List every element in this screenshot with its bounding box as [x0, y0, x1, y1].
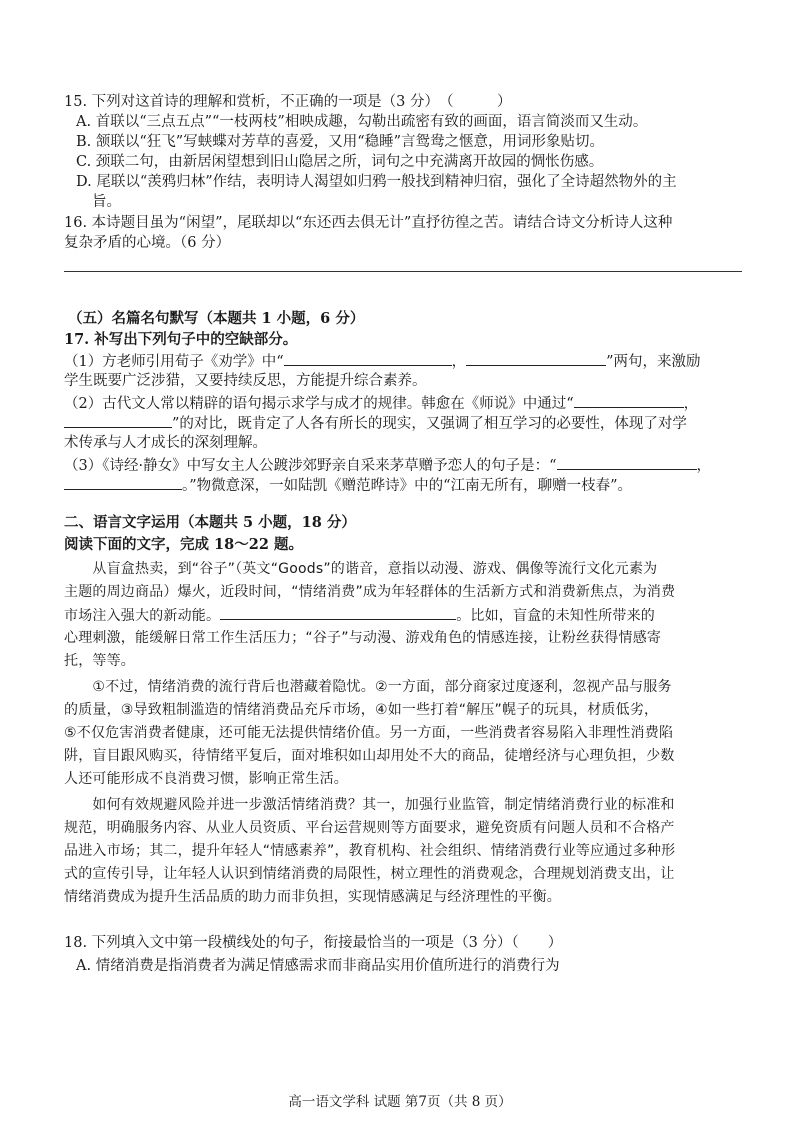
q17-item1-line1 — [64, 351, 701, 372]
passage-p1-text-b: 。比如，盲盒的未知性所带来的 — [456, 608, 656, 624]
q17-item3-text-a: （3）《诗经·静女》中写女主人公踱涉郊野亲自采来茅草赠予恋人的句子是：“ — [64, 458, 557, 474]
q15-stem: 15. 下列对这首诗的理解和赏析，不正确的一项是（3 分） （ ） — [64, 94, 512, 110]
passage-p2-line2: 的质量，③导致粗制滥造的情绪消费品充斥市场，④如一些打着“解压”幌子的玩具，材质低劣， — [64, 702, 659, 718]
q17-item3-text-b: ， — [696, 458, 711, 474]
q18-stem: 18. 下列填入文中第一段横线处的句子，衔接最恰当的一项是（3 分）（ ） — [64, 935, 563, 951]
q16-line-2: 复杂矛盾的心境。（6 分） — [64, 235, 231, 251]
q17-item3-line1 — [64, 455, 711, 476]
section5-heading: （五）名篇名句默写（本题共 1 小题，6 分） — [68, 310, 365, 327]
q17-item1-blank-1[interactable] — [284, 351, 452, 366]
q17-item2-line2 — [64, 413, 687, 434]
q17-item3-text-c: 。”物微意深，一如陆凯《赠范晔诗》中的“江南无所有，聊赠一枝春”。 — [182, 478, 632, 494]
q17-item1-text-b: ， — [451, 354, 467, 370]
passage-p1-line1: 从盲盒热卖，到“谷子”（英文“Goods”的谐音，意指以动漫、游戏、偶像等流行文化元素为 — [64, 561, 658, 577]
passage-p2-line5: 人还可能形成不良消费习惯，影响正常生活。 — [64, 771, 348, 787]
q17-item1-line2: 学生既要广泛涉猎，又要持续反思，方能提升综合素养。 — [64, 373, 427, 389]
q17-item2-line3: 术传承与人才成长的深刻理解。 — [64, 435, 267, 451]
passage-p1-line3 — [64, 605, 655, 626]
q15-option-a: A. 首联以“三点五点”“一枝两枝”相映成趣，勾勒出疏密有致的画面，语言简淡而又生动。 — [76, 114, 648, 130]
passage-p3-line4: 式的宣传引导，让年轻人认识到情绪消费的局限性，树立理性的消费观念，合理规划消费支出，让 — [64, 866, 675, 882]
passage-p3-line5: 情绪消费成为提升生活品质的助力而非负担，实现情感满足与经济理性的平衡。 — [64, 889, 561, 905]
q17-item2-blank-1[interactable] — [574, 393, 684, 408]
passage-p3-line1: 如何有效规避风险并进一步激活情绪消费？其一，加强行业监管，制定情绪消费行业的标准和 — [64, 797, 675, 813]
passage-p2-line3: ⑤不仅危害消费者健康，还可能无法提供情绪价值。另一方面，一些消费者容易陷入非理性消费陷 — [64, 725, 674, 741]
q17-item2-blank-2[interactable] — [64, 413, 172, 428]
q15-option-d: D. 尾联以“羡鸦归林”作结，表明诗人渴望如归鸦一般找到精神归宿，强化了全诗超然物外的主 — [76, 174, 677, 190]
q17-item2-text-a: （2）古代文人常以精辟的语句揭示求学与成才的规律。韩愈在《师说》中通过“ — [64, 396, 574, 412]
answer-line[interactable] — [64, 271, 742, 272]
q16-line-1: 16. 本诗题目虽为“闲望”，尾联却以“东还西去俱无计”直抒彷徨之苦。请结合诗文分析诗人这种 — [64, 215, 673, 231]
passage-blank[interactable] — [220, 605, 456, 620]
q15-option-d-cont: 旨。 — [92, 194, 121, 210]
passage-p2-line1: ①不过，情绪消费的流行背后也潜藏着隐忧。②一方面，部分商家过度逐利，忽视产品与服务 — [64, 679, 672, 695]
passage-p2-line4: 阱，盲目跟风购买，待情绪平复后，面对堆积如山却用处不大的商品，徒增经济与心理负担，少数 — [64, 748, 675, 764]
q17-item3-blank-2[interactable] — [64, 475, 182, 490]
q17-item1-blank-2[interactable] — [466, 351, 606, 366]
q17-item2-line1 — [64, 393, 698, 414]
q17-item3-blank-1[interactable] — [557, 455, 697, 470]
part2-instruction: 阅读下面的文字，完成 18～22 题。 — [64, 536, 303, 553]
page-footer: 高一语文学科 试题 第7页（共 8 页） — [288, 1094, 512, 1110]
passage-p3-line2: 规范，明确服务内容、从业人员资质、平台运营规则等方面要求，避免资质有问题人员和不合格产 — [64, 820, 675, 836]
passage-p1-line4: 心理刺激，能缓解日常工作生活压力；“谷子”与动漫、游戏角色的情感连接，让粉丝获得情感寄 — [64, 630, 662, 646]
q15-option-c: C. 颈联二句，由新居闲望想到旧山隐居之所，词句之中充满离开故园的惆怅伤感。 — [76, 154, 604, 170]
q15-option-b: B. 颔联以“狂飞”写蛱蝶对芳草的喜爱，又用“稳睡”言鸳鸯之惬意，用词形象贴切。 — [76, 134, 605, 150]
q17-item3-line2 — [64, 475, 632, 496]
passage-p3-line3: 品进入市场；其二，提升年轻人“情感素养”，教育机构、社会组织、情绪消费行业等应通过多种形 — [64, 843, 676, 859]
q18-option-a: A. 情绪消费是指消费者为满足情感需求而非商品实用价值所进行的消费行为 — [76, 958, 560, 974]
passage-p1-line5: 托，等等。 — [64, 653, 135, 669]
q17-item2-text-b: ， — [683, 396, 699, 412]
q17-item1-text-c: ”两句，来激励 — [606, 354, 701, 370]
q17-item1-text-a: （1）方老师引用荀子《劝学》中“ — [64, 354, 284, 370]
q17-title: 17. 补写出下列句子中的空缺部分。 — [64, 331, 298, 348]
passage-p1-text-a: 市场注入强大的新动能。 — [64, 608, 221, 624]
part2-heading: 二、语言文字运用（本题共 5 小题，18 分） — [64, 514, 356, 531]
passage-p1-line2: 主题的周边商品）爆火，近段时间，“情绪消费”成为年轻群体的生活新方式和消费新焦点，为消费 — [64, 584, 676, 600]
q17-item2-text-c: ”的对比，既肯定了人各有所长的现实，又强调了相互学习的必要性，体现了对学 — [172, 416, 687, 432]
